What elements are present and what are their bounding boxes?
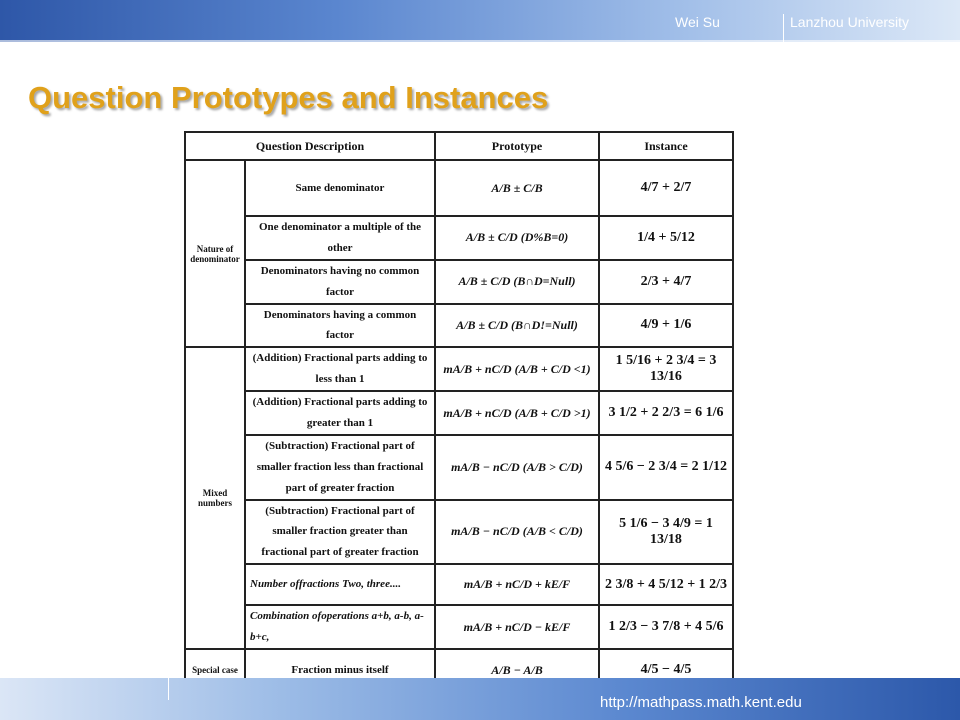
row-description: Denominators having no common factor xyxy=(245,260,435,304)
row-description: Same denominator xyxy=(245,160,435,216)
slide-title: Question Prototypes and Instances xyxy=(28,80,549,115)
row-prototype: mA/B − nC/D (A/B < C/D) xyxy=(435,500,599,565)
row-instance: 4 5/6 − 2 3/4 = 2 1/12 xyxy=(599,435,733,500)
footer-url: http://mathpass.math.kent.edu xyxy=(600,694,802,711)
row-prototype: mA/B + nC/D − kE/F xyxy=(435,605,599,649)
row-instance: 2 3/8 + 4 5/12 + 1 2/3 xyxy=(599,564,733,605)
header-prototype: Prototype xyxy=(435,132,599,160)
header-university: Lanzhou University xyxy=(790,14,910,30)
row-instance: 4/9 + 1/6 xyxy=(599,304,733,348)
header-divider xyxy=(783,14,784,42)
row-prototype: A/B ± C/D (D%B=0) xyxy=(435,216,599,260)
header-instance: Instance xyxy=(599,132,733,160)
footer-divider xyxy=(168,678,169,700)
row-instance: 4/5 − 4/5 xyxy=(599,649,733,691)
row-prototype: mA/B + nC/D + kE/F xyxy=(435,564,599,605)
row-description: Fraction minus itself xyxy=(245,649,435,691)
table-row xyxy=(185,391,733,435)
table-row xyxy=(185,564,733,605)
row-prototype: A/B ± C/D (B∩D=Null) xyxy=(435,260,599,304)
row-instance: 1 2/3 − 3 7/8 + 4 5/6 xyxy=(599,605,733,649)
row-description: One denominator a multiple of the other xyxy=(245,216,435,260)
row-instance: 4/7 + 2/7 xyxy=(599,160,733,216)
table-row xyxy=(185,260,733,304)
row-description: (Subtraction) Fractional part of smaller fraction less than fractional part of greater fraction xyxy=(245,435,435,500)
row-description: (Subtraction) Fractional part of smaller fraction greater than fractional part of greater fraction xyxy=(245,500,435,565)
table-row xyxy=(185,435,733,500)
row-prototype: mA/B − nC/D (A/B > C/D) xyxy=(435,435,599,500)
row-instance: 5 1/6 − 3 4/9 = 1 13/18 xyxy=(599,500,733,565)
category-nature-of-denominator: Nature of denominator xyxy=(185,160,245,347)
row-prototype: A/B ± C/B xyxy=(435,160,599,216)
row-prototype: mA/B + nC/D (A/B + C/D >1) xyxy=(435,391,599,435)
row-prototype: mA/B + nC/D (A/B + C/D <1) xyxy=(435,347,599,391)
row-description: (Addition) Fractional parts adding to greater than 1 xyxy=(245,391,435,435)
category-special-case: Special case xyxy=(185,649,245,691)
row-instance: 1/4 + 5/12 xyxy=(599,216,733,260)
row-instance: 2/3 + 4/7 xyxy=(599,260,733,304)
row-instance: 1 5/16 + 2 3/4 = 3 13/16 xyxy=(599,347,733,391)
header-question-description: Question Description xyxy=(185,132,435,160)
row-prototype: A/B − A/B xyxy=(435,649,599,691)
row-description: Combination ofoperations a+b, a-b, a-b+c, xyxy=(245,605,435,649)
row-description: Denominators having a common factor xyxy=(245,304,435,348)
table-header-row xyxy=(185,132,733,160)
table-row xyxy=(185,216,733,260)
row-description: Number offractions Two, three.... xyxy=(245,564,435,605)
row-instance: 3 1/2 + 2 2/3 = 6 1/6 xyxy=(599,391,733,435)
table-row xyxy=(185,160,733,216)
category-mixed-numbers: Mixed numbers xyxy=(185,347,245,649)
footer-band xyxy=(0,678,960,720)
row-prototype: A/B ± C/D (B∩D!=Null) xyxy=(435,304,599,348)
table-row xyxy=(185,347,733,391)
table-row xyxy=(185,500,733,565)
row-description: (Addition) Fractional parts adding to less than 1 xyxy=(245,347,435,391)
table-row xyxy=(185,304,733,348)
table-row xyxy=(185,605,733,649)
header-author: Wei Su xyxy=(675,14,720,30)
question-table xyxy=(184,131,732,676)
